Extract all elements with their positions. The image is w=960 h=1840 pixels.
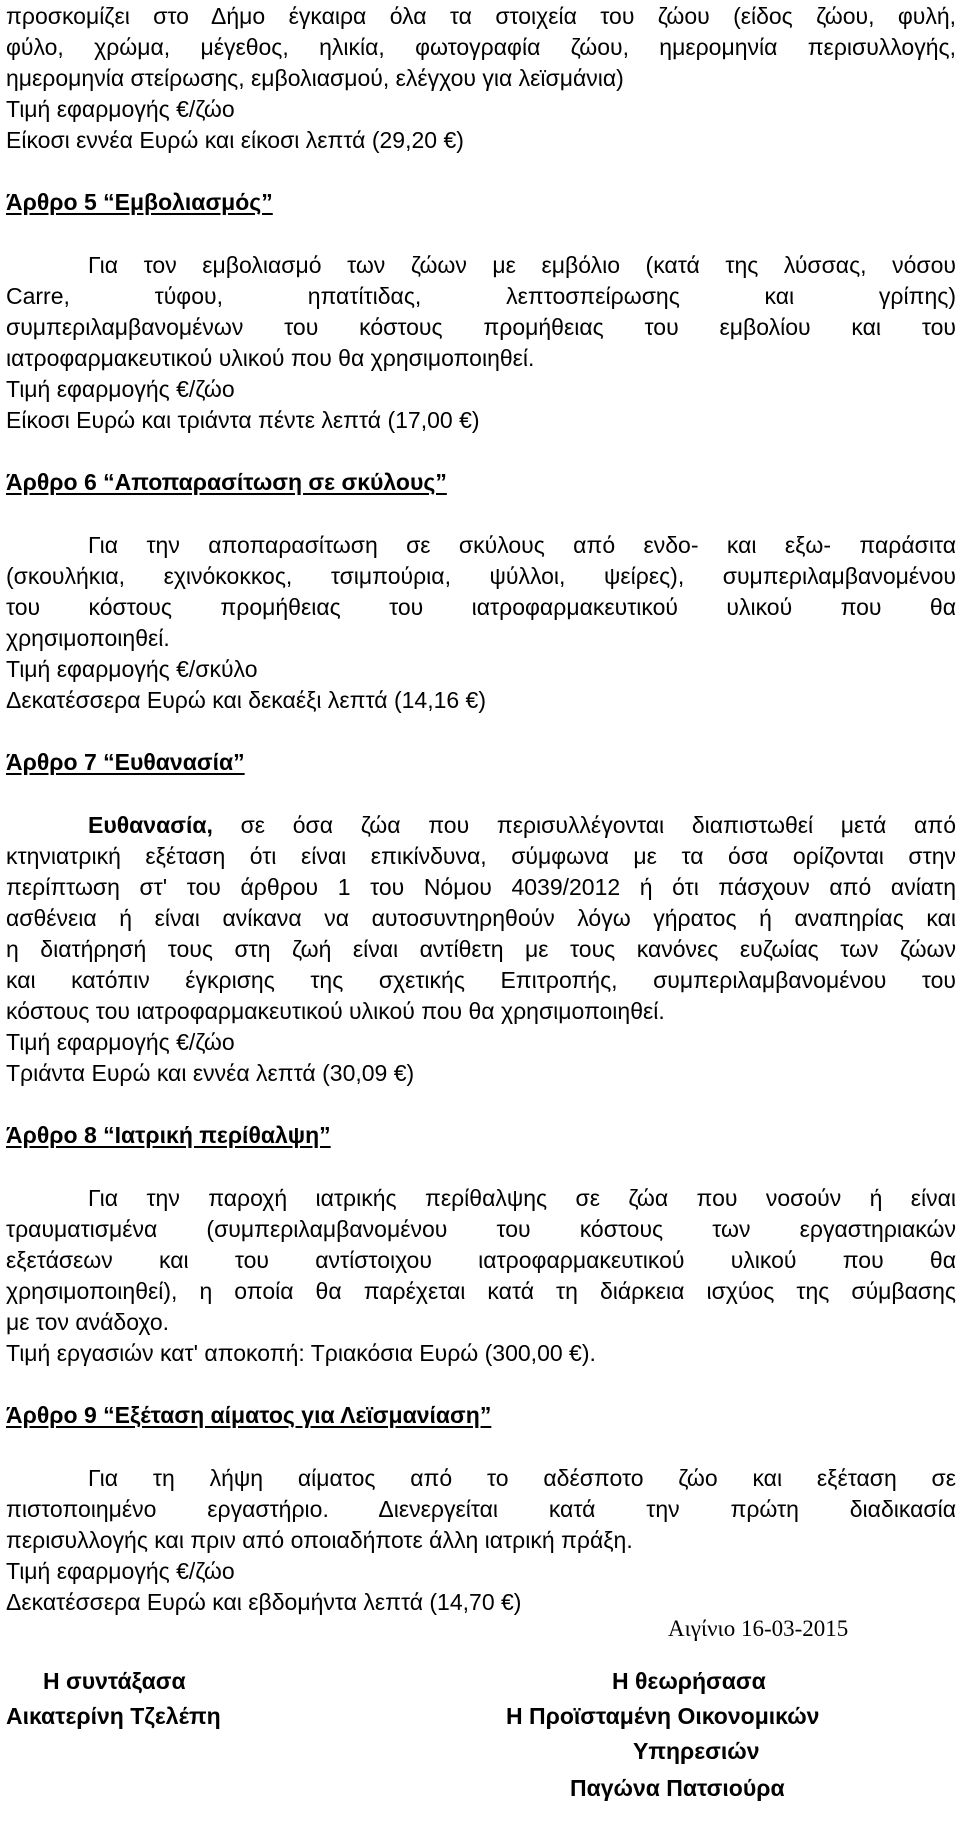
paragraph-line xyxy=(6,809,956,841)
price-label: Τιμή εφαρμογής €/ζώο xyxy=(6,376,235,402)
price-label: Τιμή εφαρμογής €/ζώο xyxy=(6,1558,235,1584)
paragraph-line: (σκουλήκια, εχινόκοκκος, τσιμπούρια, ψύλλοι, ψείρες), συμπεριλαμβανομένου xyxy=(6,563,956,589)
paragraph-line xyxy=(6,1462,956,1494)
indented-text: Για την παροχή ιατρικής περίθαλψης σε ζώα που νοσούν ή είναι xyxy=(88,1185,956,1211)
paragraph-line: η διατήρησή τους στη ζωή είναι αντίθετη με τους κανόνες ευζωίας των ζώων xyxy=(6,936,956,962)
signature-right-name: Παγώνα Πατσιούρα xyxy=(570,1775,785,1801)
paragraph-line: του κόστους προμήθειας του ιατροφαρμακευτικού υλικού που θα xyxy=(6,594,956,620)
paragraph-line: περισυλλογής και πριν από οποιαδήποτε άλλη ιατρική πράξη. xyxy=(6,1527,633,1553)
article-heading: Άρθρο 9 “Εξέταση αίματος για Λεϊσμανίαση” xyxy=(6,1402,492,1428)
paragraph-line: και κατόπιν έγκρισης της σχετικής Επιτροπής, συμπεριλαμβανομένου του xyxy=(6,967,956,993)
price-label: Τιμή εφαρμογής €/ζώο xyxy=(6,1029,235,1055)
article-heading: Άρθρο 5 “Εμβολιασμός” xyxy=(6,189,273,215)
bold-term: Ευθανασία, xyxy=(88,812,213,838)
paragraph-line: χρησιμοποιηθεί), η οποία θα παρέχεται κατά τη διάρκεια ισχύος της σύμβασης xyxy=(6,1278,956,1304)
paragraph-line xyxy=(6,529,956,561)
price-text: Είκοσι Ευρώ και τριάντα πέντε λεπτά (17,00 €) xyxy=(6,407,480,433)
signature-left-title: Η συντάξασα xyxy=(43,1668,186,1694)
indented-text: Για τον εμβολιασμό των ζώων με εμβόλιο (κατά της λύσσας, νόσου xyxy=(88,252,956,278)
intro-line: προσκομίζει στο Δήμο έγκαιρα όλα τα στοιχεία του ζώου (είδος ζώου, φυλή, xyxy=(6,3,956,29)
indented-text: Για την αποπαρασίτωση σε σκύλους από ενδο- και εξω- παράσιτα xyxy=(88,532,956,558)
indented-text: Για τη λήψη αίματος από το αδέσποτο ζώο και εξέταση σε xyxy=(88,1465,956,1491)
price-text: Δεκατέσσερα Ευρώ και εβδομήντα λεπτά (14,70 €) xyxy=(6,1589,522,1615)
indented-text xyxy=(6,812,956,838)
paragraph-line: συμπεριλαμβανομένων του κόστους προμήθειας του εμβολίου και του xyxy=(6,314,956,340)
article-heading: Άρθρο 6 “Αποπαρασίτωση σε σκύλους” xyxy=(6,469,447,495)
signature-right-role: Η Προϊσταμένη Οικονομικών xyxy=(506,1703,820,1729)
price-label: Τιμή εφαρμογής €/σκύλο xyxy=(6,656,258,682)
paragraph-line: Carre, τύφου, ηπατίτιδας, λεπτοσπείρωσης και γρίπης) xyxy=(6,283,956,309)
paragraph-line: τραυματισμένα (συμπεριλαμβανομένου του κόστους των εργαστηριακών xyxy=(6,1216,956,1242)
paragraph-line: ιατροφαρμακευτικού υλικού που θα χρησιμοποιηθεί. xyxy=(6,345,535,371)
paragraph-line: εξετάσεων και του αντίστοιχου ιατροφαρμακευτικού υλικού που θα xyxy=(6,1247,956,1273)
paragraph-line: με τον ανάδοχο. xyxy=(6,1309,170,1335)
article-heading: Άρθρο 8 “Ιατρική περίθαλψη” xyxy=(6,1122,331,1148)
price-text: Τιμή εργασιών κατ' αποκοπή: Τριακόσια Ευρώ (300,00 €). xyxy=(6,1340,596,1366)
paragraph-line: ασθένεια ή είναι ανίκανα να αυτοσυντηρηθούν λόγω γήρατος ή αναπηρίας και xyxy=(6,905,956,931)
price-label: Τιμή εφαρμογής €/ζώο xyxy=(6,96,235,122)
paragraph-line: πιστοποιημένο εργαστήριο. Διενεργείται κατά την πρώτη διαδικασία xyxy=(6,1496,956,1522)
article-heading: Άρθρο 7 “Ευθανασία” xyxy=(6,749,245,775)
document-date: Αιγίνιο 16-03-2015 xyxy=(668,1616,849,1641)
signature-right-title: Η θεωρήσασα xyxy=(612,1668,766,1694)
price-text: Τριάντα Ευρώ και εννέα λεπτά (30,09 €) xyxy=(6,1060,415,1086)
paragraph-line xyxy=(6,249,956,281)
paragraph-line: κόστους του ιατροφαρμακευτικού υλικού που θα χρησιμοποιηθεί. xyxy=(6,998,665,1024)
price-text: Δεκατέσσερα Ευρώ και δεκαέξι λεπτά (14,16 €) xyxy=(6,687,487,713)
paragraph-line xyxy=(6,1182,956,1214)
paragraph-line: χρησιμοποιηθεί. xyxy=(6,625,170,651)
paragraph-line: κτηνιατρική εξέταση ότι είναι επικίνδυνα, σύμφωνα με τα όσα ορίζονται στην xyxy=(6,843,956,869)
intro-line: φύλο, χρώμα, μέγεθος, ηλικία, φωτογραφία ζώου, ημερομηνία περισυλλογής, xyxy=(6,34,956,60)
signature-left-name: Αικατερίνη Τζελέπη xyxy=(6,1703,221,1729)
text-rest: σε όσα ζώα που περισυλλέγονται διαπιστωθεί μετά από xyxy=(212,812,956,838)
signature-right-role: Υπηρεσιών xyxy=(633,1738,760,1764)
paragraph-line: περίπτωση στ' του άρθρου 1 του Νόμου 4039/2012 ή ότι πάσχουν από ανίατη xyxy=(6,874,956,900)
price-text: Είκοσι εννέα Ευρώ και είκοσι λεπτά (29,20 €) xyxy=(6,127,464,153)
intro-line: ημερομηνία στείρωσης, εμβολιασμού, ελέγχου για λεϊσμάνια) xyxy=(6,65,624,91)
